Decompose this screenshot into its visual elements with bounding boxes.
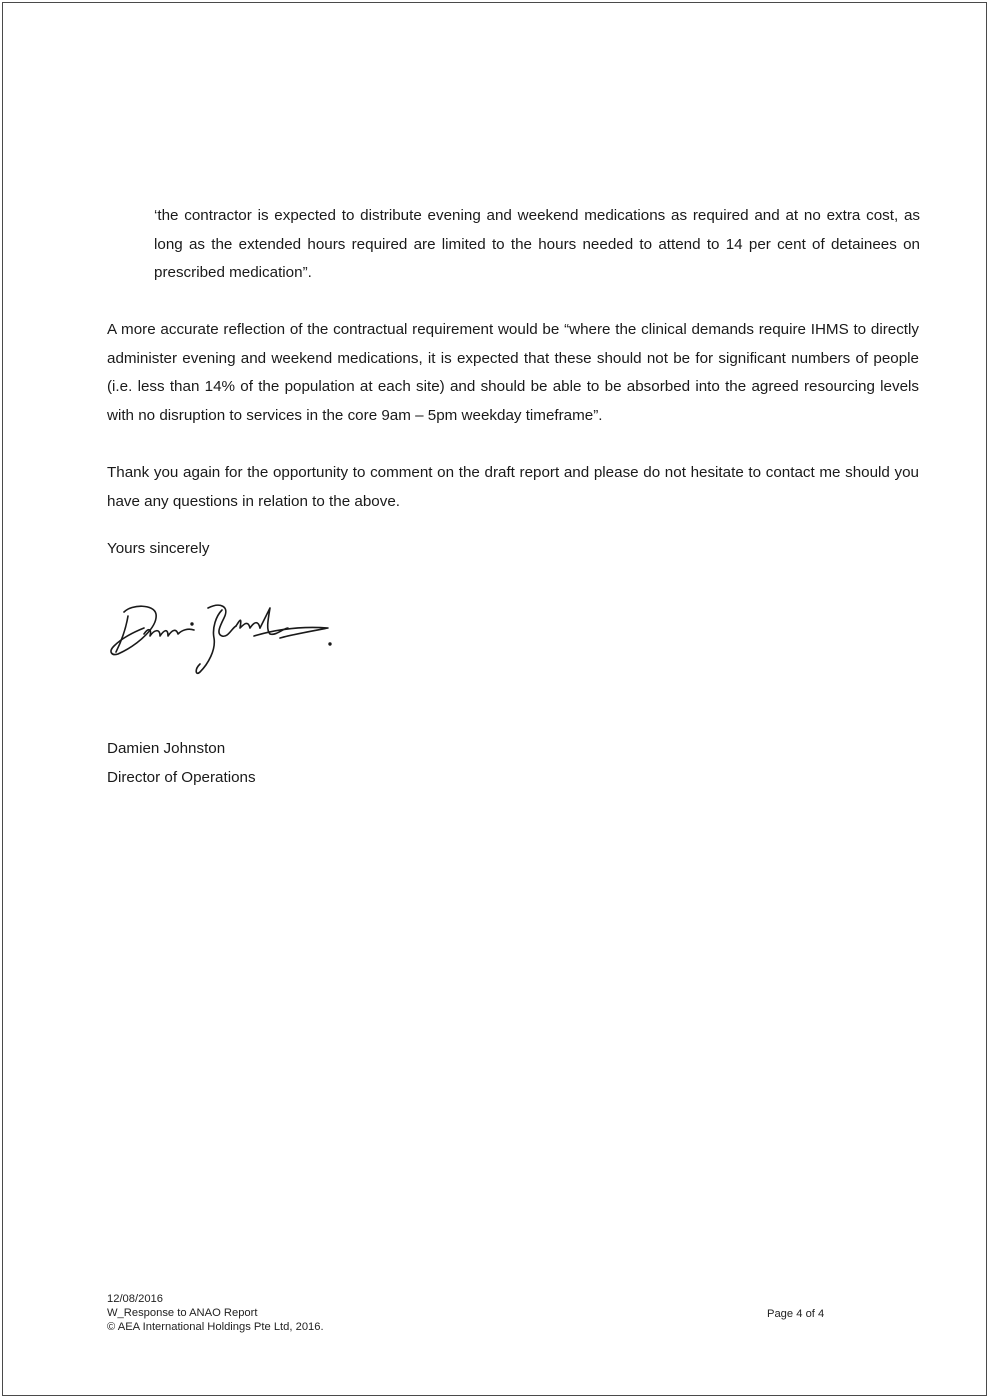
footer-date: 12/08/2016 [107,1293,163,1305]
signatory-title: Director of Operations [107,769,256,786]
footer-document-name: W_Response to ANAO Report [107,1307,258,1319]
footer [107,1292,324,1334]
signatory-name: Damien Johnston [107,740,226,757]
paragraph-contract-reflection: A more accurate reflection of the contractual requirement would be “where the clinical demands require IHMS to directly administer evening and weekend medications, it is expected that these should not be for significant numbers of people (i.e. less than 14% of the population at each site) and should be able to be absorbed into the agreed resourcing levels with no disruption to services in the core 9am – 5pm weekday timeframe”. [107,321,919,424]
footer-copyright: © AEA International Holdings Pte Ltd, 2016. [107,1321,324,1333]
closing-salutation: Yours sincerely [107,540,210,557]
handwritten-signature [104,598,334,682]
paragraph-thank-you: Thank you again for the opportunity to comment on the draft report and please do not hesitate to contact me should you have any questions in relation to the above. [107,464,919,510]
quoted-contract-text: ‘the contractor is expected to distribute evening and weekend medications as required and at no extra cost, as long as the extended hours required are limited to the hours needed to attend to 14 per cent of detainees on prescribed medication”. [154,207,920,282]
page-number: Page 4 of 4 [767,1308,825,1320]
